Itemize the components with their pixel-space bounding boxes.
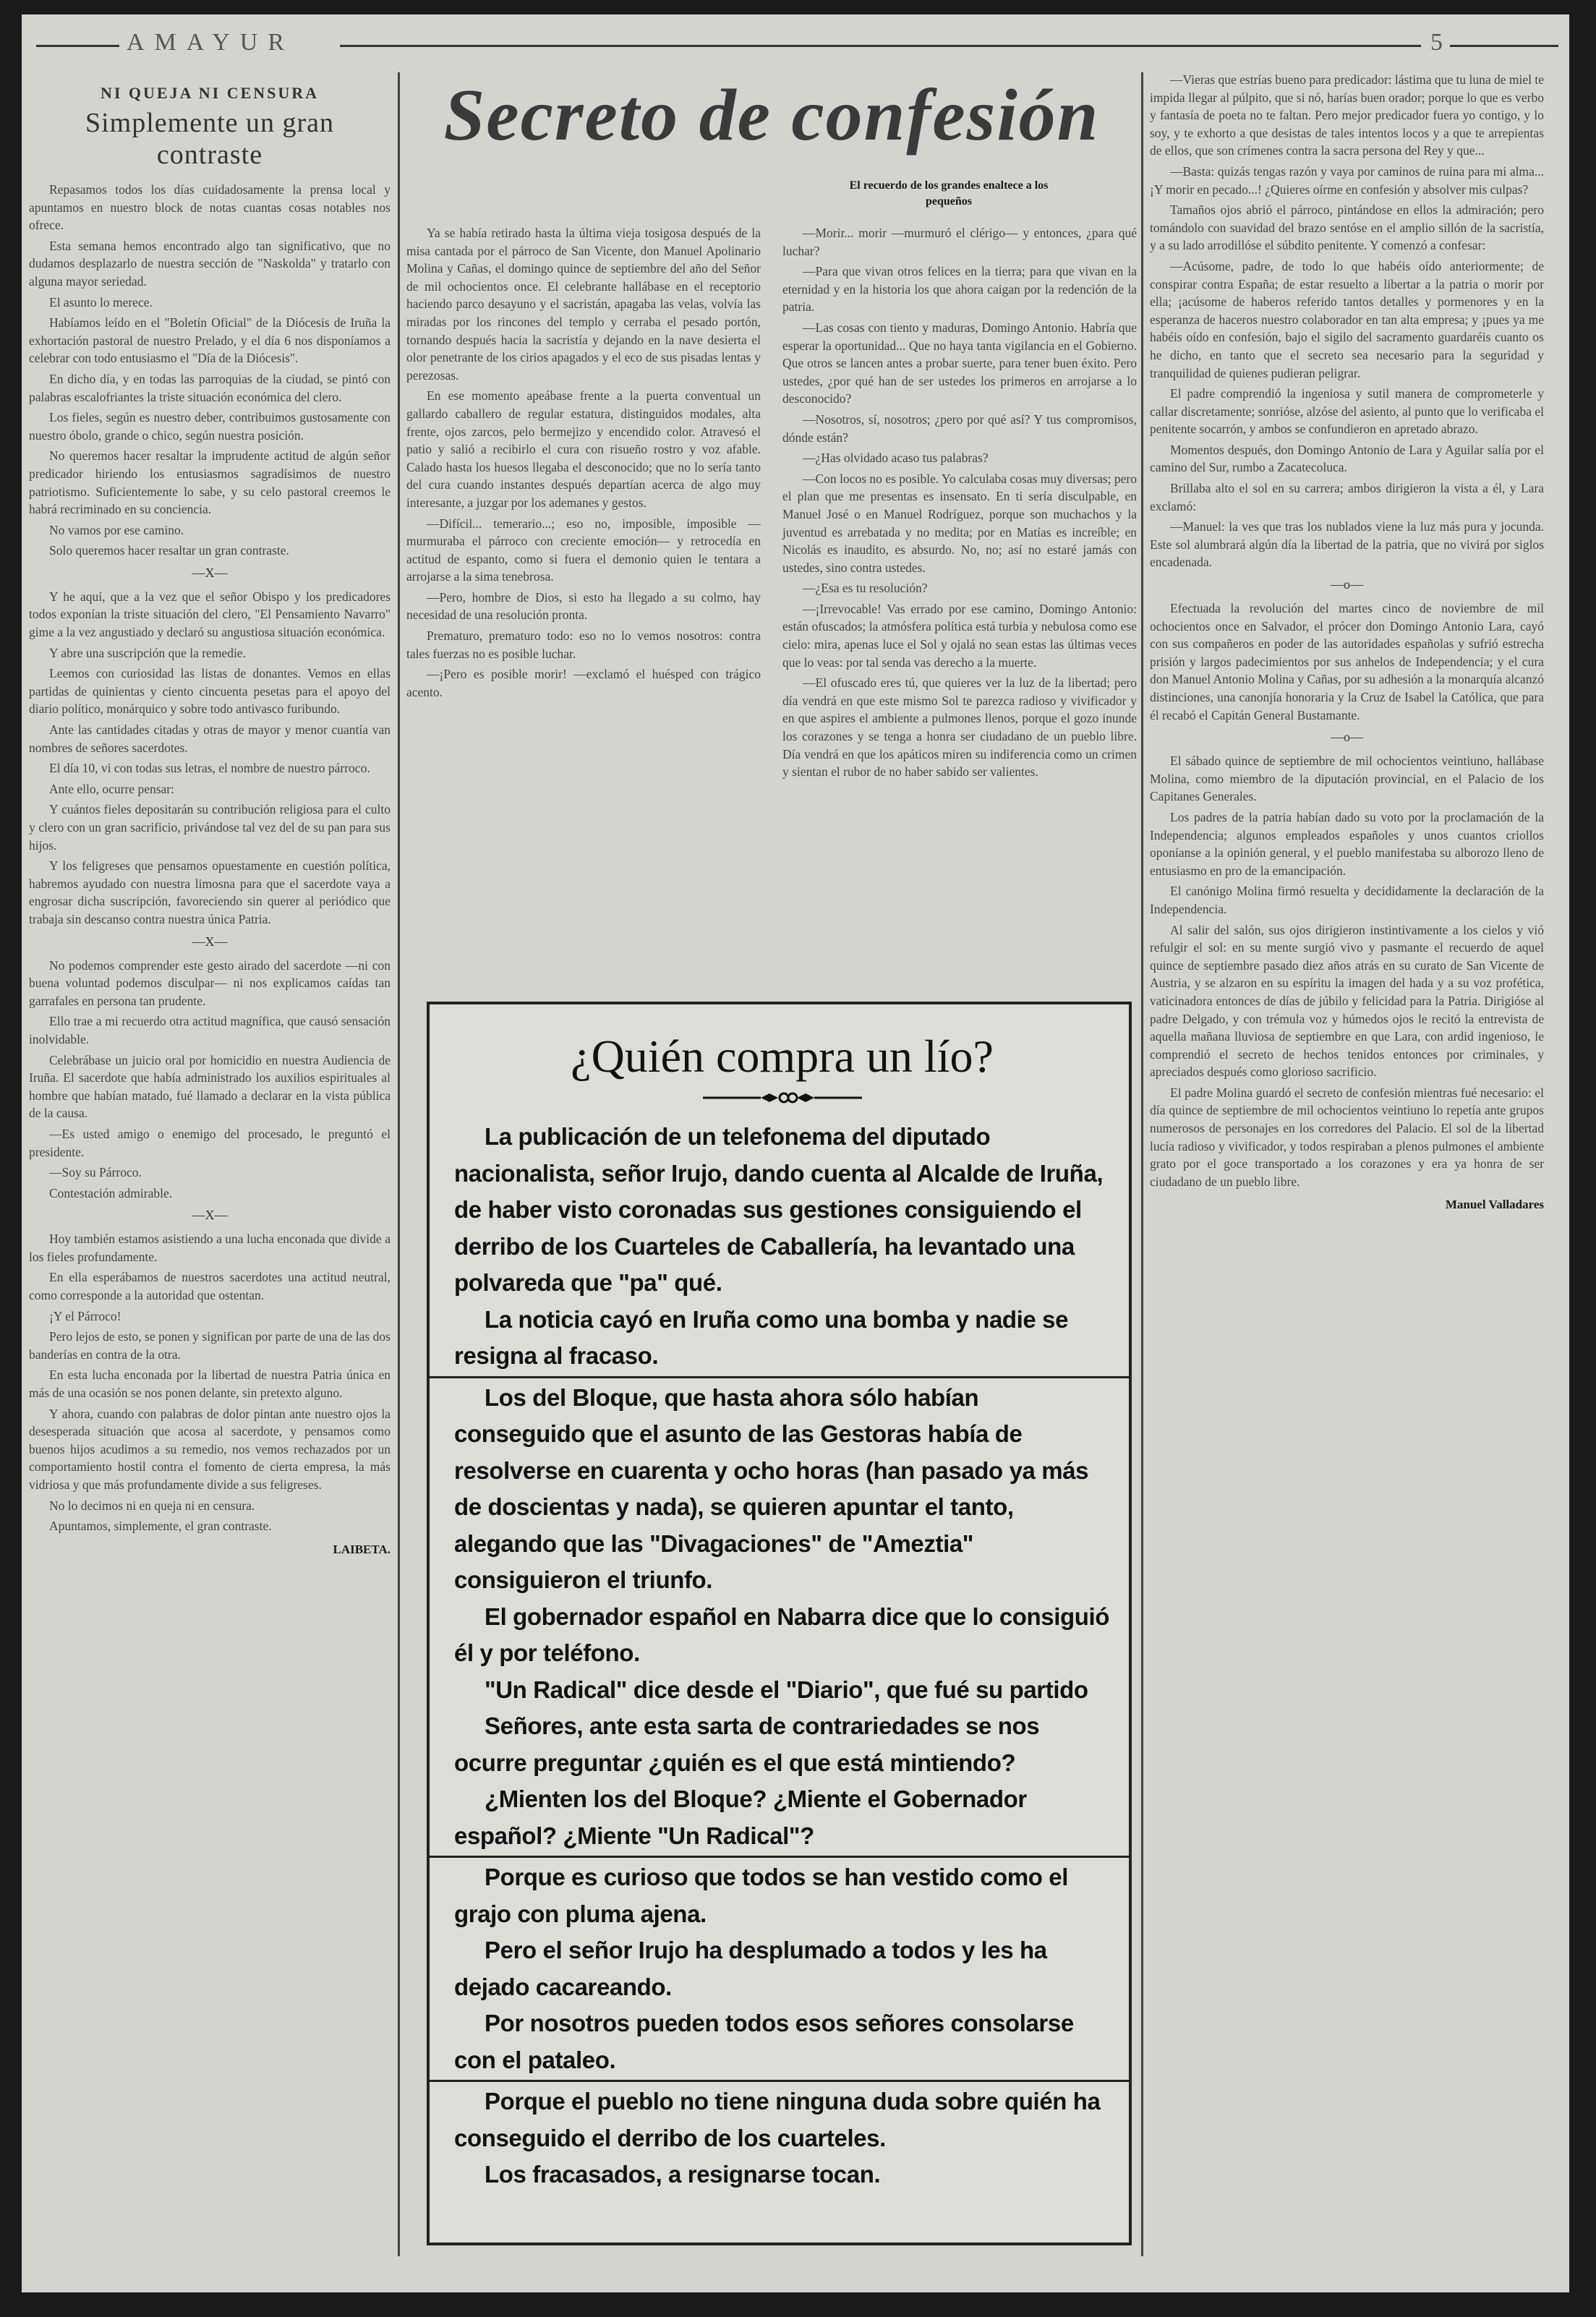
column-divider-2 [1141, 72, 1143, 2256]
paragraph: Hoy también estamos asistiendo a una lucha enconada que divide a los fieles profundamente. [29, 1232, 391, 1264]
right-block-3 [1150, 752, 1544, 1190]
box-rule [430, 1856, 1129, 1858]
paragraph: Y cuántos fieles depositarán su contribución religiosa para el culto y clero con un gran sacrificio, privándose tal vez del de su pan para sus hijos. [29, 802, 391, 853]
box-paragraph: La noticia cayó en Iruña como una bomba y nadie se resigna al fracaso. [454, 1305, 1069, 1369]
box-paragraph: El gobernador español en Nabarra dice que lo consiguió él y por teléfono. [454, 1603, 1110, 1666]
header-rule-right [1450, 45, 1558, 47]
paragraph: Y he aquí, que a la vez que el señor Obispo y los predicadores todos exponían la triste situación del clero, "El Pensamiento Navarro" gime a la vez angustiado y declaró su angustiosa situación económica. [29, 589, 391, 640]
paragraph: Apuntamos, simplemente, el gran contraste. [49, 1519, 272, 1534]
left-kicker: NI QUEJA NI CENSURA [100, 84, 320, 102]
box-paragraph: Porque es curioso que todos se han vestido como el grajo con pluma ajena. [454, 1864, 1069, 1927]
paragraph: Celebrábase un juicio oral por homicidio en nuestra Audiencia de Iruña. El sacerdote que había administrado los auxilios espirituales al hombre que habían matado, fué llamado a declarar en la vista pública de la causa. [29, 1052, 391, 1121]
paragraph: —¡Irrevocable! Vas errado por ese camino, Domingo Antonio: están ofuscados; la atmósfera política está turbia y nebulosa como ese cielo: mira, apenas luce el Sol y ojalá no sean estas las últimas veces que lo veas: por tal senda vas derecho a la muerte. [782, 601, 1137, 670]
left-block-1 [29, 181, 391, 560]
paragraph: Pero lejos de esto, se ponen y significan por parte de una de las dos banderías en contra de la otra. [29, 1329, 391, 1362]
article-subtitle: El recuerdo de los grandes enaltece a los pequeños [849, 179, 1049, 208]
left-column [29, 80, 391, 1557]
paragraph: —Pero, hombre de Dios, si esto ha llegado a su colmo, hay necesidad de una resolución pronta. [406, 589, 761, 623]
paragraph: Y abre una suscripción que la remedie. [49, 645, 246, 660]
paragraph: Ello trae a mi recuerdo otra actitud magnífica, que causó sensación inolvidable. [29, 1014, 391, 1046]
paragraph: —Soy su Párroco. [49, 1165, 142, 1180]
paragraph: Al salir del salón, sus ojos dirigieron instintivamente a los cielos y vió refulgir el sol: en su mente surgió vivo y pasmante el recuerdo de aquel quince de septiembre pasado diez años atrás en su curato de San Vicente de Austria, y se alzaron en su espíritu la imagen del hada y a su voz profética, vaticinadora entonces de días de júbilo y felicidad para la Patria. Dirigióse al padre Delgado, y con trémula voz y húmedos ojos le recitó la entrevista de aquella mañana lluviosa de septiembre en que Lara, con ardid ingenioso, le comprendió el secreto de hechos tenidos entonces por criminales, y apreciados después como glorioso sacrificio. [1150, 922, 1544, 1080]
paragraph: —Basta: quizás tengas razón y vaya por caminos de ruina para mi alma... ¡Y morir en pecado...! ¿Quieres oírme en confesión y absolver mis culpas? [1150, 163, 1544, 197]
paragraph: —Difícil... temerario...; eso no, imposible, imposible —murmuraba el párroco con creciente emoción— y retrocedía en actitud de espanto, como si fuera el demonio quien le tentara a arrojarse a la sima tenebrosa. [406, 516, 761, 584]
paragraph: Efectuada la revolución del martes cinco de noviembre de mil ochocientos once en Salvador, el prócer don Domingo Antonio Lara, cayó con sus compañeros en poder de las autoridades españolas y sufrió estrecha prisión y largos padecimientos por sus anhelos de Independencia; y el cura don Manuel Antonio Molina y Cañas, por su adhesión a la monarquía alcanzó distinciones, una canonjía honoraria y la Cruz de Isabel la Católica, que para él recabó el Capitán General Bustamante. [1150, 601, 1544, 722]
separator: —X— [192, 565, 228, 580]
article-subcolumn-left [406, 224, 761, 784]
separator: —X— [192, 1208, 228, 1223]
paragraph: Los padres de la patria habían dado su voto por la proclamación de la Independencia; algunos empleados españoles y unos cuantos criollos oponíanse a la opinión general, y el pueblo manifestaba su alborozo lleno de entusiasmo en pro de la emancipación. [1150, 809, 1544, 878]
box-paragraph: Los fracasados, a resignarse tocan. [485, 2161, 881, 2188]
paragraph: Tamaños ojos abrió el párroco, pintándose en ellos la admiración; pero tomándolo con suavidad del brazo sentóse en el amplio sillón de la sacristía, y a su lado arrodillóse el súbdito penitente. Y comenzó a confesar: [1150, 202, 1544, 253]
separator: —X— [192, 934, 228, 949]
paragraph: —Es usted amigo o enemigo del procesado, le preguntó el presidente. [29, 1126, 391, 1159]
paragraph: —Para que vivan otros felices en la tierra; para que vivan en la eternidad y en la historia los que ahora caigan por la redención de la patria. [782, 264, 1137, 315]
header-rule-middle [340, 45, 1421, 47]
left-heading: Simplemente un gran contraste [85, 108, 335, 170]
page-header [22, 29, 1569, 58]
paragraph: El padre comprendió la ingeniosa y sutil manera de comprometerle y callar discretamente; sonrióse, alzóse del asiento, al punto que lo verificaba el penitente socarrón, y ambos se confundieron en apretado abrazo. [1150, 386, 1544, 437]
box-paragraph: Porque el pueblo no tiene ninguna duda sobre quién ha conseguido el derribo de los cuarteles. [454, 2088, 1101, 2151]
paragraph: —El ofuscado eres tú, que quieres ver la luz de la libertad; pero día vendrá en que este mismo Sol te parezca radioso y vivificador y en que aspires el ambiente a pulmones llenos, porque el gozo inunde los corazones y se tenga a honra ser ciudadano de un pueblo libre. Día vendrá en que los apáticos miren su indiferencia como un crimen y sientan el rubor de no haber sabido ser valientes. [782, 675, 1137, 780]
paragraph: Prematuro, prematuro todo: eso no lo vemos nosotros: contra tales fuerzas no es posible luchar. [406, 628, 761, 661]
paragraph: —Con locos no es posible. Yo calculaba cosas muy diversas; pero el plan que me presentas es insensato. En ti sería disculpable, en Manuel José o en Manuel Rodríguez, porque son muchachos y la juventud es arrebatada y no medita; por en Matías es increíble; en Nicolás es inaudito, es absurdo. No, no; así no estaré jamás con ustedes, sino contra ustedes. [782, 471, 1137, 575]
box-paragraph: ¿Mienten los del Bloque? ¿Miente el Gobernador español? ¿Miente "Un Radical"? [454, 1785, 1027, 1849]
box-rule [430, 1376, 1129, 1378]
right-block-1 [1150, 71, 1544, 571]
box-paragraph: La publicación de un telefonema del diputado nacionalista, señor Irujo, dando cuenta al Alcalde de Iruña, de haber visto coronadas sus gestiones consiguiendo el derribo de los Cuarteles de Caballería, ha levantado una polvareda que "pa" qué. [454, 1123, 1104, 1296]
paragraph: Leemos con curiosidad las listas de donantes. Vemos en ellas partidas de quinientas y ciento cincuenta pesetas para el apoyo del diario político, monárquico y sobre todo antivasco furibundo. [29, 666, 391, 717]
box-title: ¿Quién compra un lío? [571, 1031, 994, 1082]
box-rule [430, 2080, 1129, 2082]
page-number: 5 [1430, 29, 1443, 56]
boxed-notice [427, 1002, 1132, 2245]
box-paragraph: Pero el señor Irujo ha desplumado a todos y les ha dejado cacareando. [454, 1937, 1047, 2000]
paragraph: —¿Has olvidado acaso tus palabras? [803, 451, 989, 466]
paragraph: Repasamos todos los días cuidadosamente la prensa local y apuntamos en nuestro block de notas cuantas cosas notables nos ofrece. [29, 182, 391, 233]
paragraph: Ya se había retirado hasta la última vieja tosigosa después de la misa cantada por el párroco de San Vicente, don Manuel Apolinario Molina y Cañas, el domingo quince de septiembre del año del Señor de mil ochocientos once. El celebrante hallábase en el receptorio haciendo parco desayuno y el sacristán, apagaba las velas, volvía las miradas por los rincones del templo y cerraba el pesado portón, tornando después hacia la sacristía y dejando en la nave desierta el olor penetrante de los cirios apagados y el eco de sus pisadas lentas y perezosas. [406, 226, 761, 383]
masthead: AMAYUR [127, 29, 295, 56]
box-paragraph: Señores, ante esta sarta de contrariedades se nos ocurre preguntar ¿quién es el que está mintiendo? [454, 1712, 1040, 1776]
box-paragraph: Los del Bloque, que hasta ahora sólo habían conseguido que el asunto de las Gestoras había de resolverse en cuarenta y ocho horas (han pasado ya más de doscientas y nada), se quieren apuntar el tanto, alegando que las "Divagaciones" de "Ameztia" consiguieron el triunfo. [454, 1383, 1089, 1593]
box-paragraph: "Un Radical" dice desde el "Diario", que fué su partido [485, 1676, 1088, 1703]
paragraph: ¡Y el Párroco! [49, 1308, 121, 1323]
header-rule-left [36, 45, 119, 47]
paragraph: Los fieles, según es nuestro deber, contribuimos gustosamente con nuestro óbolo, grande o chico, según nuestra posición. [29, 410, 391, 443]
newspaper-page [22, 14, 1569, 2292]
paragraph: El asunto lo merece. [49, 294, 153, 310]
right-column [1150, 71, 1544, 1212]
paragraph: —Morir... morir —murmuró el clérigo— y entonces, ¿para qué luchar? [782, 226, 1137, 258]
left-signature: LAIBETA. [333, 1542, 391, 1556]
right-signature: Manuel Valladares [1445, 1198, 1544, 1212]
paragraph: No vamos por ese camino. [49, 522, 184, 537]
paragraph: En ese momento apeábase frente a la puerta conventual un gallardo caballero de regular estatura, distinguidos modales, alta frente, ojos zarcos, pelo bermejizo y encendido color. Atravesó el patio y salió a recibirlo el cura con risueño rostro y voz afable. Calado hasta los huesos llegaba el desconocido; que no lo sería tanto del cura cuando instantes después departían acerca de algo muy interesante, a juzgar por los ademanes y gestos. [406, 388, 761, 510]
paragraph: Solo queremos hacer resaltar un gran contraste. [49, 543, 289, 558]
left-block-3 [29, 957, 391, 1203]
separator: —o— [1331, 730, 1363, 745]
paragraph: —Vieras que estrías bueno para predicador: lástima que tu luna de miel te impida llegar al púlpito, que si nó, harías buen orador; porque lo que es verbo y fantasía de poeta no te faltan. Pero mejor predicador fuera yo contigo, y lo soy, y te exhorto a que desistas de tales intentos locos y a que te arrepientas de ellos, que son crímenes contra la sacra persona del Rey y que... [1150, 72, 1544, 158]
box-paragraph: Por nosotros pueden todos esos señores consolarse con el pataleo. [454, 2010, 1074, 2073]
paragraph: —¿Esa es tu resolución? [803, 581, 928, 596]
separator: —o— [1331, 577, 1363, 592]
paragraph: Y los feligreses que pensamos opuestamente en cuestión política, habremos ayudado con nuestra limosna para que el sacerdote vaya a engrosar dicha suscripción, favoreciendo sin querer al periódico que trabaja sin descanso contra nuestra única Patria. [29, 858, 391, 926]
paragraph: —Acúsome, padre, de todo lo que habéis oído anteriormente; de conspirar contra España; de estar resuelto a libertar a la patria o morir por ella; ¡acúsome de haberos referido tantos detalles y pormenores y en la esperanza de haceros nuestro colaborador en tan alta empresa; y ¡pues ya me habéis oído en confesión, bajo el sigilo del sacramento guardaréis cuanto os he dicho, en tanto que el secreto sea necesario para la seguridad y tranquilidad de quienes pudieran peligrar. [1150, 258, 1544, 380]
paragraph: Ante ello, ocurre pensar: [49, 781, 174, 796]
paragraph: Esta semana hemos encontrado algo tan significativo, que no dudamos desplazarlo de nuestra sección de "Naskolda" y tratarlo con alguna mayor seriedad. [29, 238, 391, 289]
paragraph: En dicho día, y en todas las parroquias de la ciudad, se pintó con palabras escalofriantes la triste situación económica del clero. [29, 371, 391, 404]
left-block-4 [29, 1230, 391, 1535]
paragraph: En esta lucha enconada por la libertad de nuestra Patria única en más de una ocasión se nos ponen delante, sin pretexto alguno. [29, 1367, 391, 1401]
paragraph: El día 10, vi con todas sus letras, el nombre de nuestro párroco. [49, 761, 370, 776]
paragraph: En ella esperábamos de nuestros sacerdotes una actitud neutral, como corresponde a la autoridad que ostentan. [29, 1270, 391, 1303]
article-body [406, 224, 1137, 784]
right-block-2 [1150, 599, 1544, 724]
paragraph: No podemos comprender este gesto airado del sacerdote —ni con buena voluntad podemos disculpar— ni nos explicamos caídas tan garrafales en persona tan prudente. [29, 957, 391, 1008]
paragraph: —Las cosas con tiento y maduras, Domingo Antonio. Habría que esperar la oportunidad... Que no haya tanta vigilancia en el Gobierno. Que otros se lancen antes a probar suerte, para tener buen éxito. Pero ustedes, ¿por qué han de ser ustedes los primeros en arrojarse a lo desconocido? [782, 320, 1137, 406]
paragraph: Y ahora, cuando con palabras de dolor pintan ante nuestro ojos la desesperada situación que acosa al sacerdote, y pensamos como buenos hijos acudimos a su remedio, nos vemos rechazados por un comportamiento hostil contra el fomento de cierta empresa, la más vidriosa y que más profundamente divide a sus feligreses. [29, 1406, 391, 1492]
box-body [454, 1119, 1110, 2193]
paragraph: El sábado quince de septiembre de mil ochocientos veintiuno, hallábase Molina, como miembro de la diputación provincial, en el Palacio de los Capitanes Generales. [1150, 754, 1544, 804]
paragraph: No queremos hacer resaltar la imprudente actitud de algún señor predicador hiriendo los entusiasmos sagradísimos de nuestro patriotismo. Suficientemente lo sabe, y su celo pastoral creemos le habrá recriminado en su conciencia. [29, 448, 391, 517]
left-block-2 [29, 588, 391, 929]
paragraph: Momentos después, don Domingo Antonio de Lara y Aguilar salía por el camino del Sur, rumbo a Zacatecoluca. [1150, 442, 1544, 475]
center-article [406, 72, 1137, 1012]
paragraph: Brillaba alto el sol en su carrera; ambos dirigieron la vista a él, y Lara exclamó: [1150, 481, 1544, 513]
paragraph: Habíamos leído en el "Boletín Oficial" de la Diócesis de Iruña la exhortación pastoral de nuestro Prelado, y el día 6 nos disponíamos a celebrar con todo entusiasmo el "Día de la Diócesis". [29, 315, 391, 366]
paragraph: —Nosotros, sí, nosotros; ¿pero por qué así? Y tus compromisos, dónde están? [782, 411, 1137, 445]
paragraph: —Manuel: la ves que tras los nublados viene la luz más pura y jocunda. Este sol alumbrará algún día la libertad de la patria, que no vivirá por siglos encadenada. [1150, 519, 1544, 570]
paragraph: —¡Pero es posible morir! —exclamó el huésped con trágico acento. [406, 667, 761, 699]
paragraph: El canónigo Molina firmó resuelta y decididamente la declaración de la Independencia. [1150, 884, 1544, 916]
ornament-icon [703, 1090, 862, 1106]
paragraph: Contestación admirable. [49, 1185, 173, 1200]
article-subcolumn-right [782, 224, 1137, 784]
paragraph: No lo decimos ni en queja ni en censura. [49, 1498, 255, 1513]
paragraph: El padre Molina guardó el secreto de confesión mientras fué necesario: el día quince de septiembre de mil ochocientos veintiuno lo repetía ante grupos numerosos de personajes en los corredores del Palacio. El sol de la libertad lucía radioso y vivificador, y todos respiraban a plenos pulmones el ambiente grato por el goce transportado a los corazones y era ya honra de ser ciudadano de un pueblo libre. [1150, 1085, 1544, 1189]
article-title: Secreto de confesión [443, 74, 1100, 156]
column-divider-1 [398, 72, 400, 2256]
paragraph: Ante las cantidades citadas y otras de mayor y menor cuantía van nombres de señores sacerdotes. [29, 722, 391, 755]
